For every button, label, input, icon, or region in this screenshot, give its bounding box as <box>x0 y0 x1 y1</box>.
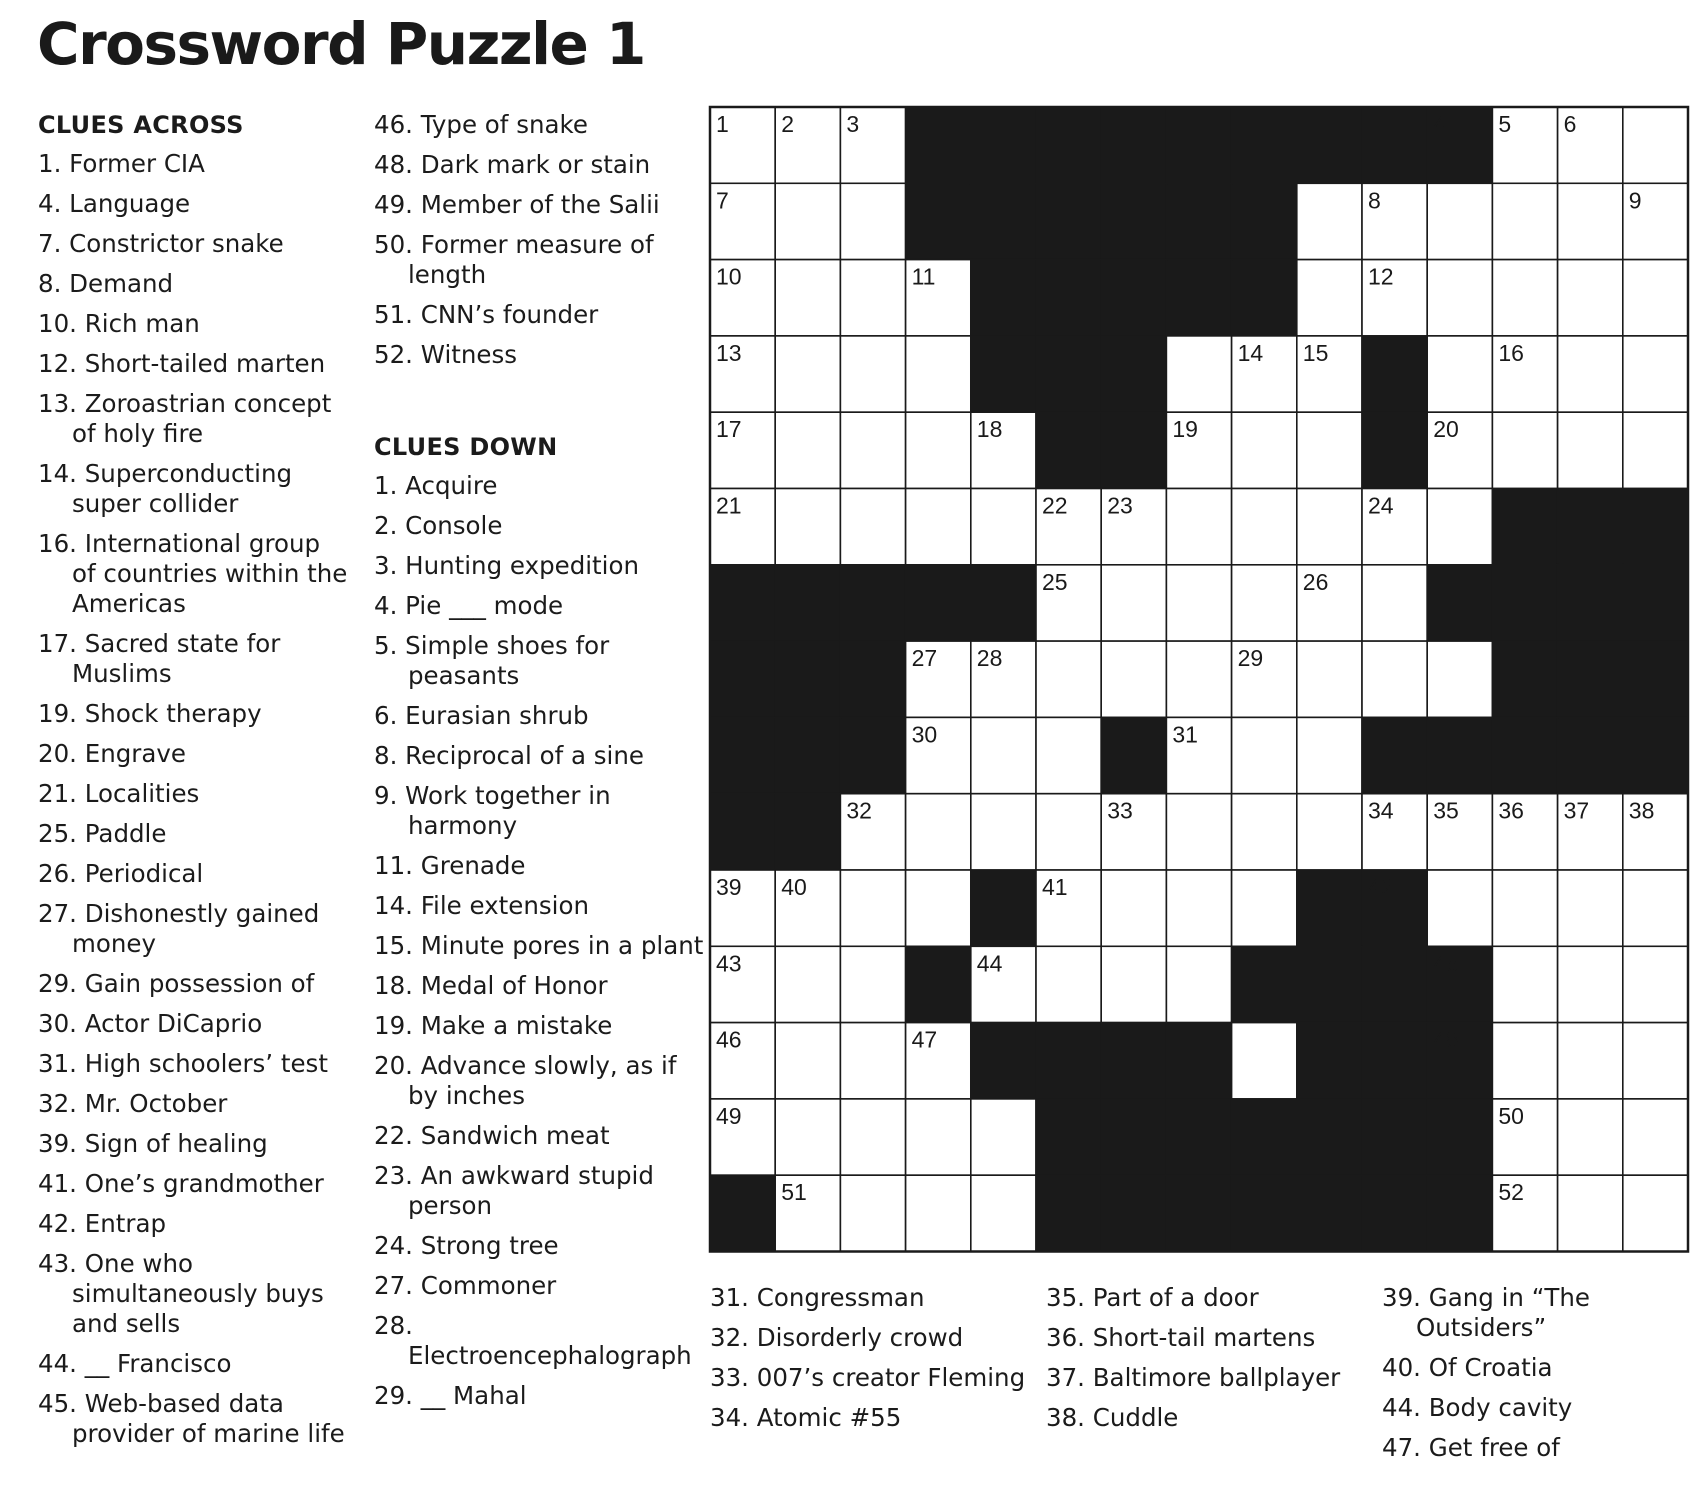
grid-block <box>1558 717 1623 793</box>
grid-block <box>1427 565 1492 641</box>
grid-cell[interactable] <box>1558 260 1623 336</box>
grid-cell[interactable] <box>1166 489 1231 565</box>
grid-cell[interactable] <box>1362 565 1427 641</box>
grid-block <box>1232 107 1297 183</box>
grid-cell[interactable] <box>1427 183 1492 259</box>
grid-block <box>1362 412 1427 488</box>
grid-cell[interactable] <box>971 489 1036 565</box>
grid-cell[interactable] <box>1492 412 1557 488</box>
grid-cell[interactable] <box>840 260 905 336</box>
across-clue[interactable]: 29. Gain possession of <box>38 969 315 998</box>
grid-cell[interactable] <box>906 336 971 412</box>
cell-number: 52 <box>1498 1179 1524 1206</box>
cell-number: 28 <box>976 645 1003 672</box>
grid-block <box>775 717 840 793</box>
grid-cell[interactable] <box>775 260 840 336</box>
grid-block <box>1036 107 1101 183</box>
grid-block <box>1036 1023 1101 1099</box>
grid-block <box>1297 870 1362 946</box>
cell-number: 49 <box>716 1102 742 1129</box>
down-clue[interactable]: 37. Baltimore ballplayer <box>1046 1363 1341 1392</box>
cell-number: 40 <box>781 874 807 900</box>
across-clue[interactable]: 20. Engrave <box>38 739 186 768</box>
cell-number: 10 <box>716 263 742 290</box>
down-clue[interactable]: 22. Sandwich meat <box>374 1121 610 1150</box>
cell-number: 9 <box>1628 187 1642 214</box>
across-clue[interactable]: 39. Sign of healing <box>38 1129 268 1158</box>
grid-block <box>1036 1175 1101 1251</box>
grid-block <box>1362 336 1427 412</box>
grid-block <box>1623 489 1688 565</box>
grid-cell[interactable] <box>840 336 905 412</box>
grid-block <box>1101 336 1166 412</box>
across-clue[interactable]: 14. Superconducting super collider <box>38 459 293 518</box>
grid-block <box>971 1023 1036 1099</box>
grid-cell[interactable] <box>971 794 1036 870</box>
grid-cell[interactable] <box>1166 870 1231 946</box>
grid-cell[interactable] <box>1232 489 1297 565</box>
down-clue[interactable]: 24. Strong tree <box>374 1231 559 1260</box>
grid-cell[interactable] <box>1297 717 1362 793</box>
grid-cell[interactable] <box>1623 1023 1688 1099</box>
grid-cell[interactable] <box>1492 1023 1557 1099</box>
across-clue[interactable]: 41. One’s grandmother <box>38 1169 324 1198</box>
grid-block <box>710 794 775 870</box>
grid-block <box>840 641 905 717</box>
across-clue[interactable]: 27. Dishonestly gained money <box>38 899 320 958</box>
across-clue[interactable]: 48. Dark mark or stain <box>374 150 651 179</box>
grid-block <box>1036 1099 1101 1175</box>
across-clue[interactable]: 21. Localities <box>38 779 200 808</box>
grid-cell[interactable] <box>1558 1175 1623 1251</box>
grid-cell[interactable] <box>1427 870 1492 946</box>
cell-number: 46 <box>716 1026 742 1053</box>
down-clue[interactable]: 32. Disorderly crowd <box>710 1323 964 1352</box>
grid-cell[interactable] <box>1297 412 1362 488</box>
cell-number: 17 <box>716 416 742 443</box>
across-clue[interactable]: 16. International group of countries within the Americas <box>38 529 348 618</box>
grid-block <box>1362 717 1427 793</box>
across-clue[interactable]: 31. High schoolers’ test <box>38 1049 328 1078</box>
grid-cell[interactable] <box>840 1099 905 1175</box>
grid-block <box>775 565 840 641</box>
cell-number: 15 <box>1302 339 1329 366</box>
grid-cell[interactable] <box>1558 183 1623 259</box>
grid-block <box>710 565 775 641</box>
grid-block <box>1166 1175 1231 1251</box>
grid-block <box>1036 336 1101 412</box>
down-clue[interactable]: 5. Simple shoes for peasants <box>374 631 610 690</box>
cell-number: 5 <box>1498 111 1512 137</box>
cell-number: 19 <box>1172 416 1198 443</box>
puzzle-title: Crossword Puzzle 1 <box>37 10 645 78</box>
grid-block <box>1101 183 1166 259</box>
down-clue[interactable]: 33. 007’s creator Fleming <box>710 1363 1026 1392</box>
cell-number: 18 <box>976 416 1003 443</box>
cell-number: 1 <box>716 111 729 137</box>
grid-cell[interactable] <box>775 1023 840 1099</box>
cell-number: 6 <box>1563 111 1577 137</box>
grid-cell[interactable] <box>775 1099 840 1175</box>
grid-block <box>1362 107 1427 183</box>
grid-block <box>775 641 840 717</box>
grid-block <box>971 260 1036 336</box>
cell-number: 2 <box>781 111 794 137</box>
grid-block <box>971 183 1036 259</box>
grid-cell[interactable] <box>1492 260 1557 336</box>
grid-cell[interactable] <box>1101 641 1166 717</box>
across-clue[interactable]: 32. Mr. October <box>38 1089 228 1118</box>
grid-cell[interactable] <box>840 946 905 1022</box>
grid-cell[interactable] <box>906 1099 971 1175</box>
grid-block <box>1362 946 1427 1022</box>
cell-number: 21 <box>716 492 742 519</box>
down-clue[interactable]: 8. Reciprocal of a sine <box>374 741 644 770</box>
grid-cell[interactable] <box>971 1099 1036 1175</box>
grid-block <box>1623 565 1688 641</box>
grid-block <box>1101 717 1166 793</box>
across-clue[interactable]: 43. One who simultaneously buys and sells <box>38 1249 324 1338</box>
down-clue[interactable]: 28. Electroencephalograph <box>374 1311 692 1370</box>
grid-cell[interactable] <box>840 183 905 259</box>
grid-block <box>1232 1175 1297 1251</box>
grid-cell[interactable] <box>1558 336 1623 412</box>
grid-cell[interactable] <box>1036 717 1101 793</box>
cell-number: 41 <box>1042 874 1068 900</box>
down-clue[interactable]: 20. Advance slowly, as if by inches <box>374 1051 677 1110</box>
grid-cell[interactable] <box>1623 412 1688 488</box>
grid-cell[interactable] <box>1166 794 1231 870</box>
grid-cell[interactable] <box>1623 260 1688 336</box>
grid-cell[interactable] <box>1036 794 1101 870</box>
grid-block <box>1036 260 1101 336</box>
cell-number: 25 <box>1042 568 1068 595</box>
grid-cell[interactable] <box>1623 1175 1688 1251</box>
grid-cell[interactable] <box>775 336 840 412</box>
across-clue[interactable]: 7. Constrictor snake <box>38 229 284 258</box>
grid-cell[interactable] <box>1558 1023 1623 1099</box>
grid-block <box>1101 1023 1166 1099</box>
grid-block <box>1232 946 1297 1022</box>
grid-cell[interactable] <box>1297 794 1362 870</box>
grid-block <box>1036 183 1101 259</box>
grid-cell[interactable] <box>775 946 840 1022</box>
cell-number: 33 <box>1107 797 1133 824</box>
cell-number: 14 <box>1237 339 1264 366</box>
grid-block <box>906 183 971 259</box>
down-clue[interactable]: 47. Get free of <box>1382 1433 1560 1462</box>
grid-cell[interactable] <box>1558 946 1623 1022</box>
grid-cell[interactable] <box>1297 260 1362 336</box>
across-clue[interactable]: 42. Entrap <box>38 1209 167 1238</box>
across-clue[interactable]: 19. Shock therapy <box>38 699 262 728</box>
cell-number: 27 <box>911 645 938 672</box>
grid-cell[interactable] <box>971 717 1036 793</box>
grid-block <box>1427 1175 1492 1251</box>
grid-block <box>710 641 775 717</box>
grid-block <box>710 717 775 793</box>
grid-block <box>710 1175 775 1251</box>
grid-block <box>906 946 971 1022</box>
cell-number: 29 <box>1237 645 1264 672</box>
grid-block <box>1558 489 1623 565</box>
grid-cell[interactable] <box>1232 870 1297 946</box>
down-clue[interactable]: 9. Work together in harmony <box>374 781 611 840</box>
grid-block <box>1166 260 1231 336</box>
across-clue[interactable]: 26. Periodical <box>38 859 204 888</box>
cell-number: 50 <box>1498 1102 1524 1129</box>
grid-cell[interactable] <box>1623 1099 1688 1175</box>
across-clue[interactable]: 1. Former CIA <box>38 149 205 178</box>
down-clue[interactable]: 4. Pie ___ mode <box>374 591 564 620</box>
grid-block <box>1558 641 1623 717</box>
grid-block <box>1101 1175 1166 1251</box>
grid-block <box>840 565 905 641</box>
cell-number: 31 <box>1172 721 1198 748</box>
grid-cell[interactable] <box>906 794 971 870</box>
down-clue[interactable]: 27. Commoner <box>374 1271 557 1300</box>
grid-block <box>1427 717 1492 793</box>
down-clue[interactable]: 35. Part of a door <box>1046 1283 1259 1312</box>
down-clue[interactable]: 2. Console <box>374 511 503 540</box>
grid-block <box>1232 260 1297 336</box>
across-clue[interactable]: 51. CNN’s founder <box>374 300 599 329</box>
grid-cell[interactable] <box>1101 565 1166 641</box>
grid-block <box>971 107 1036 183</box>
grid-cell[interactable] <box>1166 641 1231 717</box>
down-clue[interactable]: 1. Acquire <box>374 471 498 500</box>
grid-block <box>1297 1175 1362 1251</box>
down-clue[interactable]: 38. Cuddle <box>1046 1403 1179 1432</box>
grid-block <box>1166 107 1231 183</box>
across-clue[interactable]: 44. __ Francisco <box>38 1349 232 1378</box>
grid-block <box>1492 641 1557 717</box>
cell-number: 20 <box>1433 416 1459 443</box>
cell-number: 4 <box>1433 111 1446 137</box>
cell-number: 8 <box>1368 187 1381 214</box>
grid-cell[interactable] <box>1492 946 1557 1022</box>
across-clue[interactable]: 10. Rich man <box>38 309 200 338</box>
grid-cell[interactable] <box>971 1175 1036 1251</box>
down-clue[interactable]: 31. Congressman <box>710 1283 925 1312</box>
down-clue[interactable]: 6. Eurasian shrub <box>374 701 589 730</box>
down-clue[interactable]: 19. Make a mistake <box>374 1011 613 1040</box>
grid-cell[interactable] <box>1623 107 1688 183</box>
across-clue[interactable]: 25. Paddle <box>38 819 167 848</box>
cell-number: 22 <box>1042 492 1068 519</box>
grid-cell[interactable] <box>1166 946 1231 1022</box>
grid-block <box>1623 717 1688 793</box>
grid-cell[interactable] <box>840 1175 905 1251</box>
grid-block <box>1297 946 1362 1022</box>
grid-block <box>1036 412 1101 488</box>
grid-cell[interactable] <box>1232 1023 1297 1099</box>
grid-block <box>906 565 971 641</box>
down-clue[interactable]: 39. Gang in “The Outsiders” <box>1382 1283 1590 1342</box>
across-clue[interactable]: 50. Former measure of length <box>374 230 654 289</box>
cell-number: 30 <box>911 721 938 748</box>
grid-cell[interactable] <box>840 870 905 946</box>
grid-cell[interactable] <box>1558 1099 1623 1175</box>
down-clue[interactable]: 44. Body cavity <box>1382 1393 1573 1422</box>
grid-block <box>1101 260 1166 336</box>
grid-block <box>1166 183 1231 259</box>
cell-number: 47 <box>911 1026 938 1053</box>
grid-cell[interactable] <box>1623 336 1688 412</box>
grid-block <box>1297 1023 1362 1099</box>
grid-cell[interactable] <box>1166 565 1231 641</box>
across-clue[interactable]: 49. Member of the Salii <box>374 190 660 219</box>
grid-cell[interactable] <box>1427 336 1492 412</box>
grid-block <box>971 565 1036 641</box>
grid-block <box>906 107 971 183</box>
grid-cell[interactable] <box>1297 489 1362 565</box>
cell-number: 34 <box>1368 797 1394 824</box>
across-clue[interactable]: 46. Type of snake <box>374 110 588 139</box>
grid-cell[interactable] <box>906 1175 971 1251</box>
cell-number: 37 <box>1563 797 1590 824</box>
grid-block <box>1362 1099 1427 1175</box>
across-clue[interactable]: 13. Zoroastrian concept of holy fire <box>38 389 332 448</box>
grid-cell[interactable] <box>1427 641 1492 717</box>
grid-cell[interactable] <box>775 183 840 259</box>
cell-number: 39 <box>716 874 742 900</box>
down-clue[interactable]: 23. An awkward stupid person <box>374 1161 654 1220</box>
grid-block <box>1623 641 1688 717</box>
grid-cell[interactable] <box>1427 260 1492 336</box>
grid-cell[interactable] <box>1101 946 1166 1022</box>
grid-block <box>1101 1099 1166 1175</box>
grid-cell[interactable] <box>906 870 971 946</box>
grid-cell[interactable] <box>1623 870 1688 946</box>
grid-cell[interactable] <box>1623 946 1688 1022</box>
grid-block <box>1101 107 1166 183</box>
grid-block <box>1297 1099 1362 1175</box>
across-clue[interactable]: 52. Witness <box>374 340 517 369</box>
grid-cell[interactable] <box>1492 183 1557 259</box>
grid-block <box>1362 1023 1427 1099</box>
down-clue[interactable]: 29. __ Mahal <box>374 1381 527 1410</box>
cell-number: 26 <box>1302 568 1329 595</box>
grid-cell[interactable] <box>1297 183 1362 259</box>
across-clue[interactable]: 30. Actor DiCaprio <box>38 1009 263 1038</box>
grid-cell[interactable] <box>1232 794 1297 870</box>
grid-cell[interactable] <box>775 412 840 488</box>
grid-cell[interactable] <box>1492 870 1557 946</box>
cell-number: 43 <box>716 950 742 977</box>
grid-cell[interactable] <box>840 1023 905 1099</box>
grid-block <box>775 794 840 870</box>
grid-block <box>1101 412 1166 488</box>
across-clue[interactable]: 45. Web-based data provider of marine life <box>38 1389 345 1448</box>
grid-block <box>1166 1099 1231 1175</box>
cell-number: 35 <box>1433 797 1459 824</box>
down-clue[interactable]: 3. Hunting expedition <box>374 551 639 580</box>
grid-cell[interactable] <box>1036 641 1101 717</box>
grid-cell[interactable] <box>1101 870 1166 946</box>
down-clue[interactable]: 14. File extension <box>374 891 589 920</box>
across-clue[interactable]: 4. Language <box>38 189 191 218</box>
grid-cell[interactable] <box>1558 870 1623 946</box>
grid-block <box>971 336 1036 412</box>
cell-number: 42 <box>1368 874 1394 900</box>
grid-block <box>1166 1023 1231 1099</box>
across-clue[interactable]: 8. Demand <box>38 269 174 298</box>
cell-number: 45 <box>1433 950 1459 977</box>
grid-block <box>971 870 1036 946</box>
down-clue[interactable]: 15. Minute pores in a plant <box>374 931 704 960</box>
across-clue[interactable]: 12. Short-tailed marten <box>38 349 326 378</box>
grid-block <box>1297 107 1362 183</box>
across-clue[interactable]: 17. Sacred state for Muslims <box>38 629 281 688</box>
grid-block <box>1492 489 1557 565</box>
down-clue[interactable]: 40. Of Croatia <box>1382 1353 1553 1382</box>
grid-block <box>1427 1099 1492 1175</box>
grid-block <box>840 717 905 793</box>
cell-number: 11 <box>911 263 936 290</box>
cell-number: 38 <box>1628 797 1655 824</box>
cell-number: 23 <box>1107 492 1133 519</box>
grid-block <box>1232 1099 1297 1175</box>
grid-cell[interactable] <box>775 489 840 565</box>
grid-cell[interactable] <box>840 489 905 565</box>
cell-number: 16 <box>1498 339 1524 366</box>
grid-block <box>1558 565 1623 641</box>
down-clue[interactable]: 18. Medal of Honor <box>374 971 608 1000</box>
grid-cell[interactable] <box>1232 412 1297 488</box>
grid-cell[interactable] <box>1232 565 1297 641</box>
grid-cell[interactable] <box>1036 946 1101 1022</box>
cell-number: 44 <box>976 950 1003 977</box>
down-clue[interactable]: 34. Atomic #55 <box>710 1403 902 1432</box>
grid-cell[interactable] <box>1297 641 1362 717</box>
grid-cell[interactable] <box>1427 489 1492 565</box>
grid-block <box>1492 717 1557 793</box>
grid-cell[interactable] <box>906 489 971 565</box>
grid-cell[interactable] <box>1232 717 1297 793</box>
grid-cell[interactable] <box>906 412 971 488</box>
across-heading: CLUES ACROSS <box>38 111 244 139</box>
down-heading: CLUES DOWN <box>374 433 558 461</box>
cell-number: 3 <box>846 111 860 137</box>
cell-number: 12 <box>1368 263 1394 290</box>
grid-block <box>1232 183 1297 259</box>
grid-cell[interactable] <box>1362 641 1427 717</box>
cell-number: 32 <box>846 797 872 824</box>
cell-number: 7 <box>716 187 729 214</box>
grid-block <box>1492 565 1557 641</box>
cell-number: 13 <box>716 339 742 366</box>
cell-number: 36 <box>1498 797 1524 824</box>
grid-block <box>1362 1175 1427 1251</box>
cell-number: 51 <box>781 1179 807 1206</box>
cell-number: 24 <box>1368 492 1394 519</box>
down-clue[interactable]: 36. Short-tail martens <box>1046 1323 1316 1352</box>
grid-cell[interactable] <box>1166 336 1231 412</box>
down-clue[interactable]: 11. Grenade <box>374 851 526 880</box>
grid-cell[interactable] <box>840 412 905 488</box>
grid-cell[interactable] <box>1558 412 1623 488</box>
cell-number: 48 <box>1433 1026 1459 1053</box>
